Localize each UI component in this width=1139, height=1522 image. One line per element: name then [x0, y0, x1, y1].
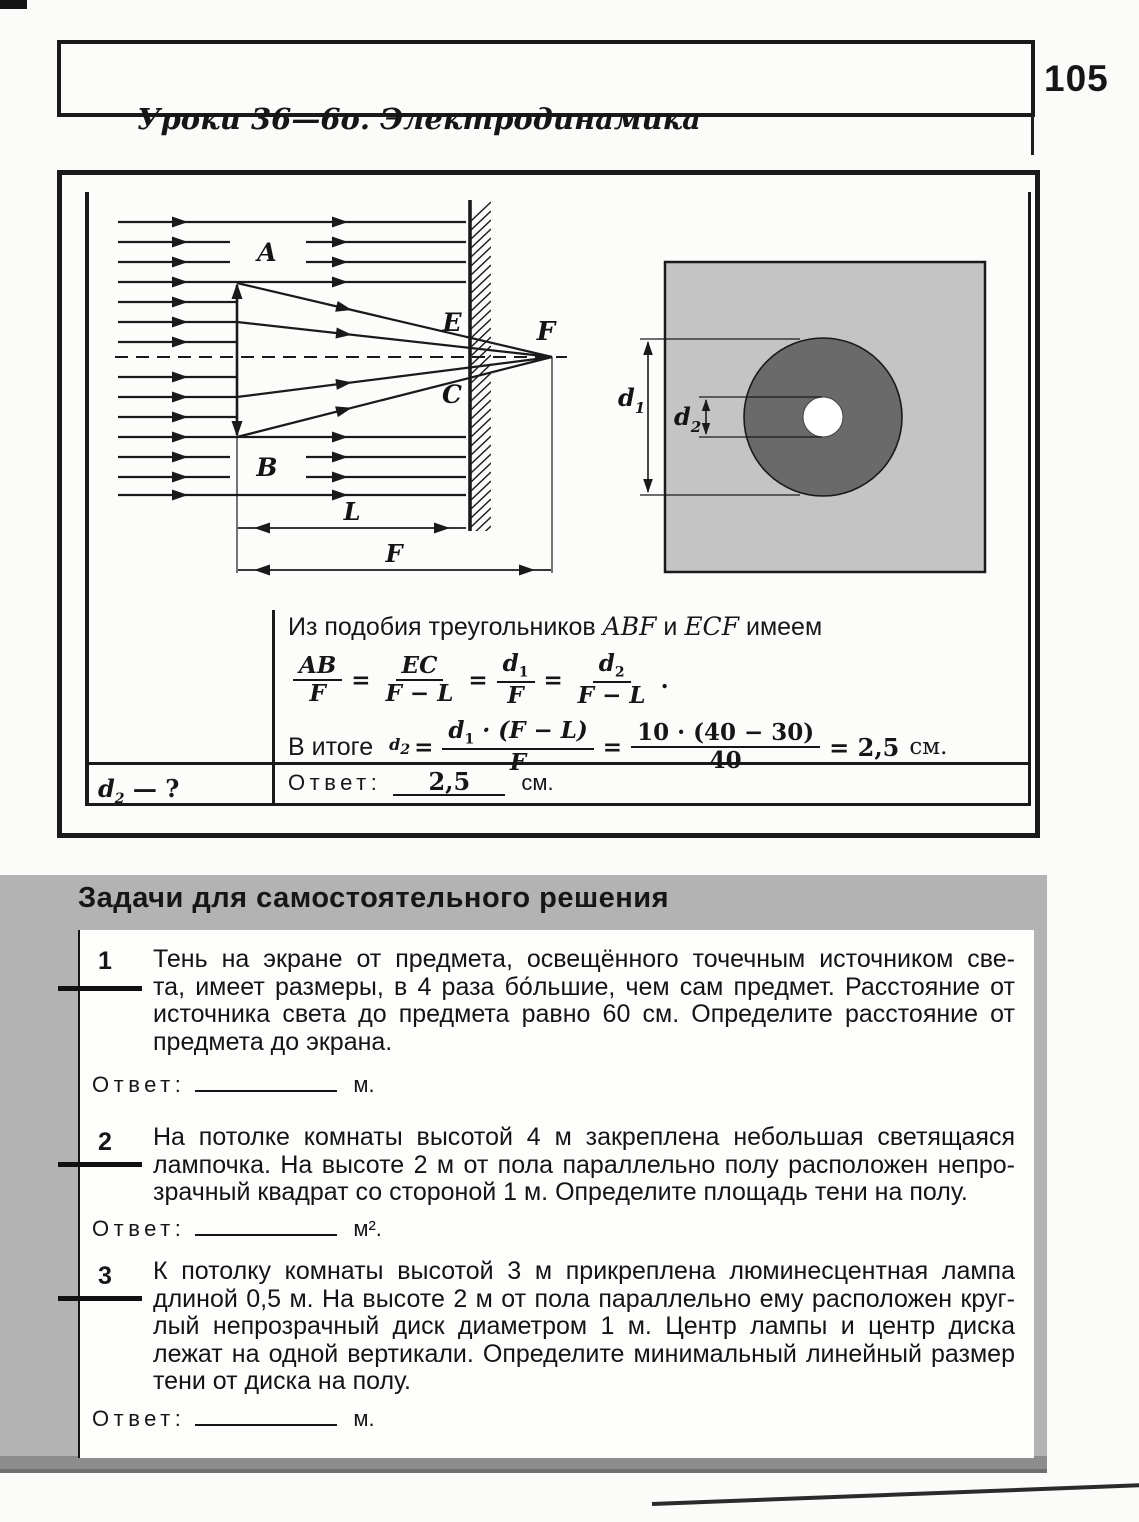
- chapter-title: Уроки 36—6о. Электродинамика: [137, 102, 701, 136]
- problem-1-text: Тень на экране от предмета, освещённого точечным источником све- та, имеет размеры, в 4 раза бо́льшие, чем сам предмет. Расстояние от источника света до предмета равно 60 см. Определите расстояние от предмета до экрана.: [153, 945, 1015, 1056]
- section-heading: Задачи для самостоятельного решения: [78, 882, 670, 914]
- label-L-dimension: L: [343, 497, 361, 526]
- label-d1: $d_1$: [618, 383, 646, 417]
- problem-2-text: На потолке комнаты высотой 4 м закреплена небольшая светящаяся лампочка. На высоте 2 м от пола параллельно полу расположен непро- зрачный квадрат со стороной 1 м. Определите площадь тени на полу.: [153, 1123, 1015, 1206]
- label-A: A: [257, 238, 277, 267]
- problem-3-text: К потолку комнаты высотой 3 м прикреплена люминесцентная лампа длиной 0,5 м. На высоте 2 м от пола параллельно ему расположен круг- лый непрозрачный диск диаметром 1 м. Центр лампы и центр диска лежат на одной вертикали. Определите минимальный линейный размер тени от диска на полу.: [153, 1257, 1015, 1395]
- problem-3-answer-line: [92, 1402, 375, 1432]
- problem-1-number: 1: [98, 947, 112, 975]
- answer-unit: м².: [353, 1216, 382, 1241]
- answer-blank: [195, 1068, 337, 1092]
- problem-1-answer-line: [92, 1068, 375, 1098]
- unknown-quantity: $d_2$ — ?: [98, 774, 180, 807]
- answer-unit: м.: [353, 1072, 375, 1097]
- example-answer-line: [288, 767, 554, 796]
- answer-blank: [393, 767, 505, 796]
- parallel-light-rays: [118, 217, 466, 501]
- page-number: 105: [1044, 58, 1109, 99]
- object-arrow: [232, 283, 243, 573]
- problem-3-number: 3: [98, 1262, 112, 1290]
- scan-corner-artifact: [0, 0, 27, 9]
- table-right-rule: [1028, 192, 1031, 806]
- label-E: E: [442, 308, 462, 337]
- chapter-header-box: [57, 40, 1035, 136]
- label-B: B: [256, 453, 278, 482]
- answer-unit: м.: [353, 1406, 375, 1431]
- problem-2-answer-line: [92, 1212, 382, 1242]
- triangle-abf: ABF: [602, 612, 657, 641]
- label-F-dimension: F: [385, 539, 403, 568]
- header-rule: [1031, 115, 1034, 155]
- answer-label: Ответ:: [288, 770, 382, 795]
- problem-2-rule: [58, 1162, 142, 1167]
- answer-blank: [195, 1402, 337, 1426]
- page-edge-line: [652, 1483, 1139, 1506]
- table-divider-rule: [272, 610, 275, 806]
- label-C: C: [442, 380, 462, 409]
- proportion-equation: $\frac{AB}{F}$ = $\frac{EC}{F - L}$ = $\frac{d_1}{F}$ = $\frac{d_2}{F - L}$ .: [288, 651, 1018, 709]
- solution-block: [288, 612, 1018, 776]
- bright-spot-circle: [803, 397, 843, 437]
- answer-label: Ответ:: [92, 1216, 186, 1241]
- problem-2-number: 2: [98, 1128, 112, 1156]
- answer-value: 2,5: [428, 767, 471, 796]
- table-bottom-rule: [85, 803, 1031, 806]
- solution-intro: Из подобия треугольников ABF и ECF имеем: [288, 612, 823, 641]
- result-equation: В итоге $d_2$ = $\frac{d_1 \cdot (F - L)}{F}$ = $\frac{10 \cdot (40 - 30)}{40}$ = 2,5 см.: [288, 717, 948, 777]
- converging-rays: [237, 283, 552, 573]
- triangle-ecf: ECF: [684, 612, 740, 641]
- answer-blank: [195, 1212, 337, 1236]
- numeric-result: = 2,5: [829, 732, 900, 762]
- label-d2: $d_2$: [674, 402, 702, 436]
- answer-label: Ответ:: [92, 1406, 186, 1431]
- answer-label: Ответ:: [92, 1072, 186, 1097]
- label-F-point: F: [536, 317, 556, 347]
- problem-3-rule: [58, 1296, 142, 1301]
- problem-1-rule: [58, 986, 142, 991]
- answer-unit: см.: [521, 770, 554, 795]
- table-left-rule: [85, 192, 89, 806]
- shadow-panel: [640, 262, 985, 572]
